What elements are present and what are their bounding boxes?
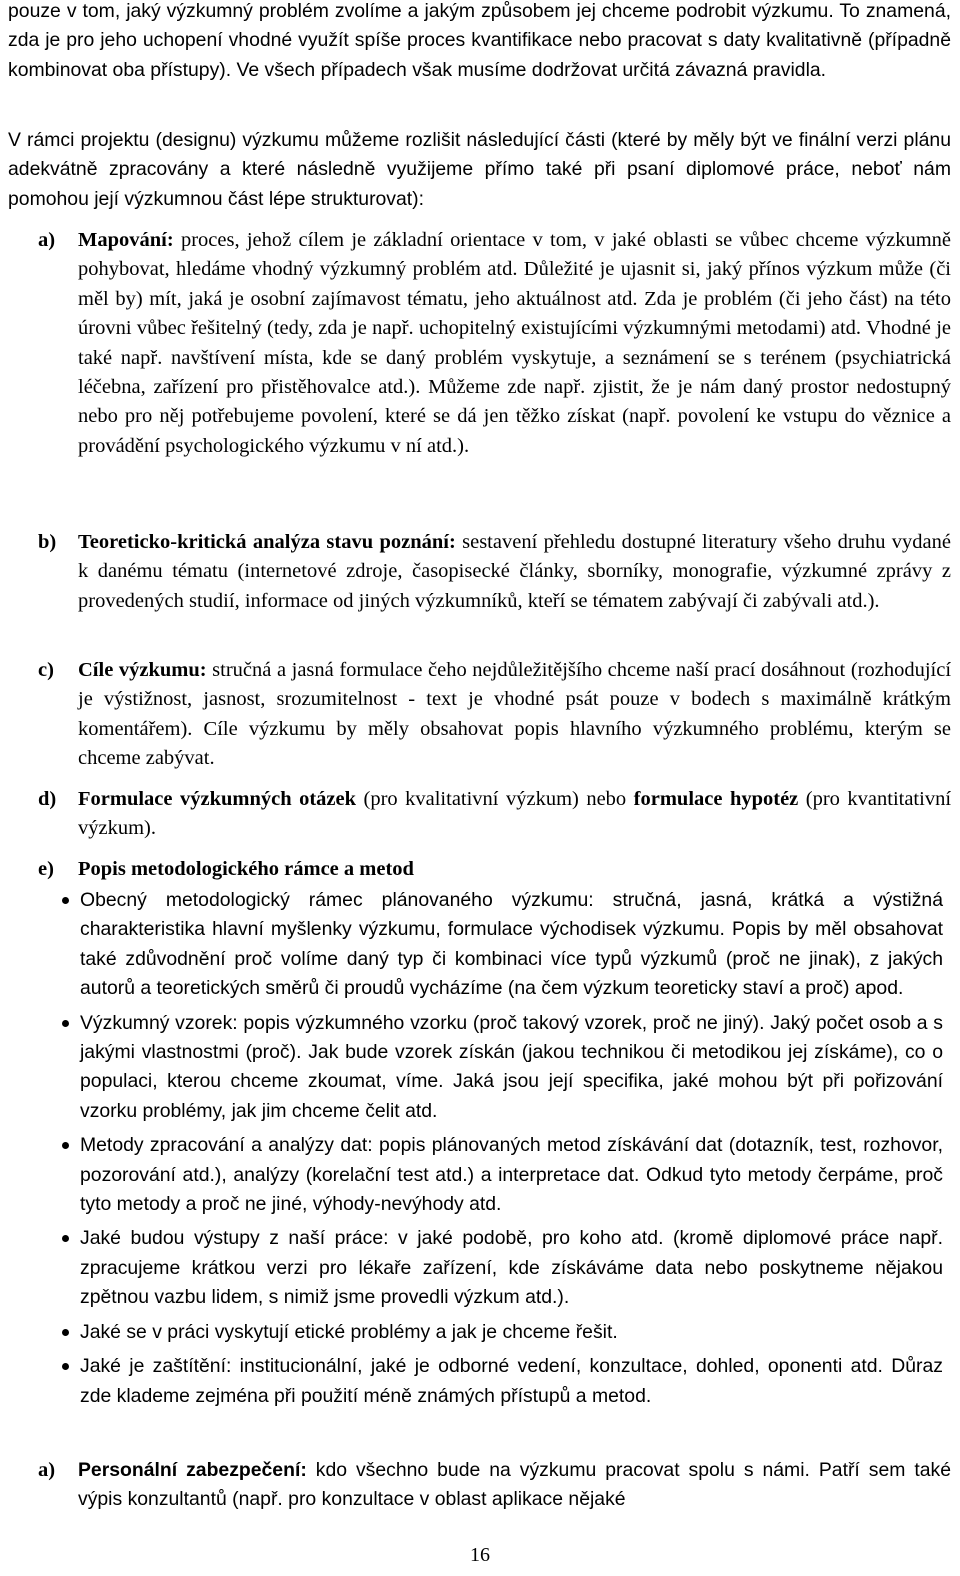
list-text bbox=[78, 855, 951, 884]
list-label: c) bbox=[38, 659, 54, 681]
list-text bbox=[78, 656, 951, 774]
item-title: Teoreticko-kritická analýza stavu poznání: bbox=[78, 531, 456, 553]
list-item-formulace bbox=[8, 785, 951, 844]
design-intro-paragraph: V rámci projektu (designu) výzkumu můžeme rozlišit následující části (které by měly být ve finální verzi plánu adekvátně zpracovány a které následně využijeme přímo také při psaní diplomové práce, neboť nám pomohou její výzkumnou část lépe strukturovat): bbox=[8, 129, 951, 210]
bullet-icon bbox=[62, 1363, 69, 1370]
bullet-item bbox=[80, 1224, 943, 1312]
bullet-icon bbox=[62, 897, 69, 904]
item-title: Personální zabezpečení: bbox=[78, 1459, 307, 1481]
list-label: a) bbox=[38, 229, 56, 251]
list-text bbox=[78, 785, 951, 844]
bullet-text: Jaké se v práci vyskytují etické problémy a jak je chceme řešit. bbox=[80, 1320, 618, 1343]
bullet-text: Jaké je zaštítění: institucionální, jaké je odborné vedení, konzultace, dohled, oponenti atd. Důraz zde klademe zejména při použití méně známých přístupů a metod. bbox=[80, 1355, 943, 1407]
list-label: a) bbox=[38, 1459, 56, 1481]
list-text bbox=[78, 226, 951, 461]
page-number: 16 bbox=[470, 1544, 490, 1566]
bullet-item bbox=[80, 1318, 943, 1347]
list-item-mapovani bbox=[8, 226, 951, 461]
bullet-list bbox=[0, 886, 943, 1416]
item-title: Formulace výzkumných otázek bbox=[78, 788, 357, 810]
list-label: e) bbox=[38, 858, 54, 880]
list-label: d) bbox=[38, 788, 57, 810]
list-text bbox=[78, 1456, 951, 1515]
list-label: b) bbox=[38, 531, 57, 553]
list-item-popis-metodologickeho-ramce bbox=[8, 855, 951, 884]
intro-paragraph: pouze v tom, jaký výzkumný problém zvolíme a jakým způsobem jej chceme podrobit výzkumu. To znamená, zda je pro jeho uchopení vhodné využít spíše proces kvantifikace nebo pracovat s daty kvalitativně (případně kombinovat oba přístupy). Ve všech případech však musíme dodržovat určitá závazná pravidla. bbox=[8, 0, 951, 81]
item-body: (pro kvantitativní výzkum). bbox=[78, 788, 952, 840]
bullet-item bbox=[80, 886, 943, 1004]
item-title: Mapování: bbox=[78, 229, 174, 251]
bullet-icon bbox=[62, 1329, 69, 1336]
bullet-icon bbox=[62, 1235, 69, 1242]
bullet-text: Metody zpracování a analýzy dat: popis plánovaných metod získávání dat (dotazník, test, rozhovor, pozorování atd.), analýzy (korelační test atd.) a interpretace dat. Odkud tyto metody čerpáme, proč tyto metody a proč ne jiné, výhody-nevýhody atd. bbox=[80, 1134, 943, 1216]
list-item-cile-vyzkumu bbox=[8, 656, 951, 774]
bullet-icon bbox=[62, 1020, 69, 1027]
item-title-2: formulace hypotéz bbox=[633, 788, 799, 810]
item-title: Popis metodologického rámce a metod bbox=[78, 858, 414, 880]
list-item-personalni-zabezpeceni bbox=[8, 1456, 951, 1515]
item-body: stručná a jasná formulace čeho nejdůležitějšího chceme naší prací dosáhnout (rozhodující je výstižnost, jasnost, srozumitelnost - text je vhodné psát pouze v bodech s maximálně krátkým komentářem). Cíle výzkumu by měly obsahovat popis hlavního výzkumného problému, kterým se chceme zabývat. bbox=[78, 659, 952, 770]
bullet-item bbox=[80, 1009, 943, 1127]
bullet-item bbox=[80, 1131, 943, 1219]
bullet-text: Jaké budou výstupy z naší práce: v jaké podobě, pro koho atd. (kromě diplomové práce např. zpracujeme krátkou verzi pro lékaře zařízení, kde získáváme data nebo poskytneme nějakou zpětnou vazbu lidem, s nimiž jsme provedli výzkum atd.). bbox=[80, 1227, 943, 1309]
bullet-item bbox=[80, 1352, 943, 1411]
list-text bbox=[78, 528, 951, 616]
item-body: kdo všechno bude na výzkumu pracovat spolu s námi. Patří sem také výpis konzultantů (např. pro konzultace v oblast aplikace nějaké bbox=[78, 1459, 952, 1511]
item-body: (pro kvalitativní výzkum) nebo bbox=[356, 788, 634, 810]
item-title: Cíle výzkumu: bbox=[78, 659, 207, 681]
bullet-text: Obecný metodologický rámec plánovaného výzkumu: stručná, jasná, krátká a výstižná charakteristika hlavní myšlenky výzkumu, formulace východisek výzkumu. Popis by měl obsahovat také zdůvodnění proč volíme daný typ či kombinaci více typů výzkumů (proč ne jinak), z jakých autorů a teoretických směrů či proudů vycházíme (na čem výzkum teoreticky staví a proč) apod. bbox=[80, 889, 943, 1000]
item-body: sestavení přehledu dostupné literatury všeho druhu vydané k danému tématu (internetové zdroje, časopisecké články, sborníky, monografie, výzkumné zprávy z provedených studií, informace od jiných výzkumníků, kteří se tématem zabývají či zabývali atd.). bbox=[78, 531, 952, 612]
bullet-text: Výzkumný vzorek: popis výzkumného vzorku (proč takový vzorek, proč ne jiný). Jaký počet osob a s jakými vlastnostmi (proč). Jak bude vzorek získán (jakou technikou či metodikou jej získáme), co o populaci, kterou chceme zkoumat, víme. Jaká jsou její specifika, jaké mohou být při pořizování vzorku problémy, jak jim chceme čelit atd. bbox=[80, 1011, 943, 1122]
bullet-icon bbox=[62, 1142, 69, 1149]
list-item-teoreticko-kriticka bbox=[8, 528, 951, 616]
item-body: proces, jehož cílem je základní orientace v tom, v jaké oblasti se vůbec chceme výzkumně pohybovat, hledáme vhodný výzkumný problém atd. Důležité je ujasnit si, jaký přínos výzkum může (či měl by) mít, jaká je osobní zajímavost tématu, jeho aktuálnost atd. Zda je problém (či jeho část) na této úrovni vůbec řešitelný (tedy, zda je např. uchopitelný existujícími výzkumnými metodami) atd. Vhodné je také např. navštívení místa, kde se daný problém vyskytuje, a seznámení se s terénem (psychiatrická léčebna, zařízení pro přistěhovalce atd.). Můžeme zde např. zjistit, že je nám daný prostor nedostupný nebo pro něj potřebujeme povolení, které se dá jen těžko získat (např. povolení ke vstupu do věznice a provádění psychologického výzkumu v ní atd.). bbox=[78, 229, 951, 457]
